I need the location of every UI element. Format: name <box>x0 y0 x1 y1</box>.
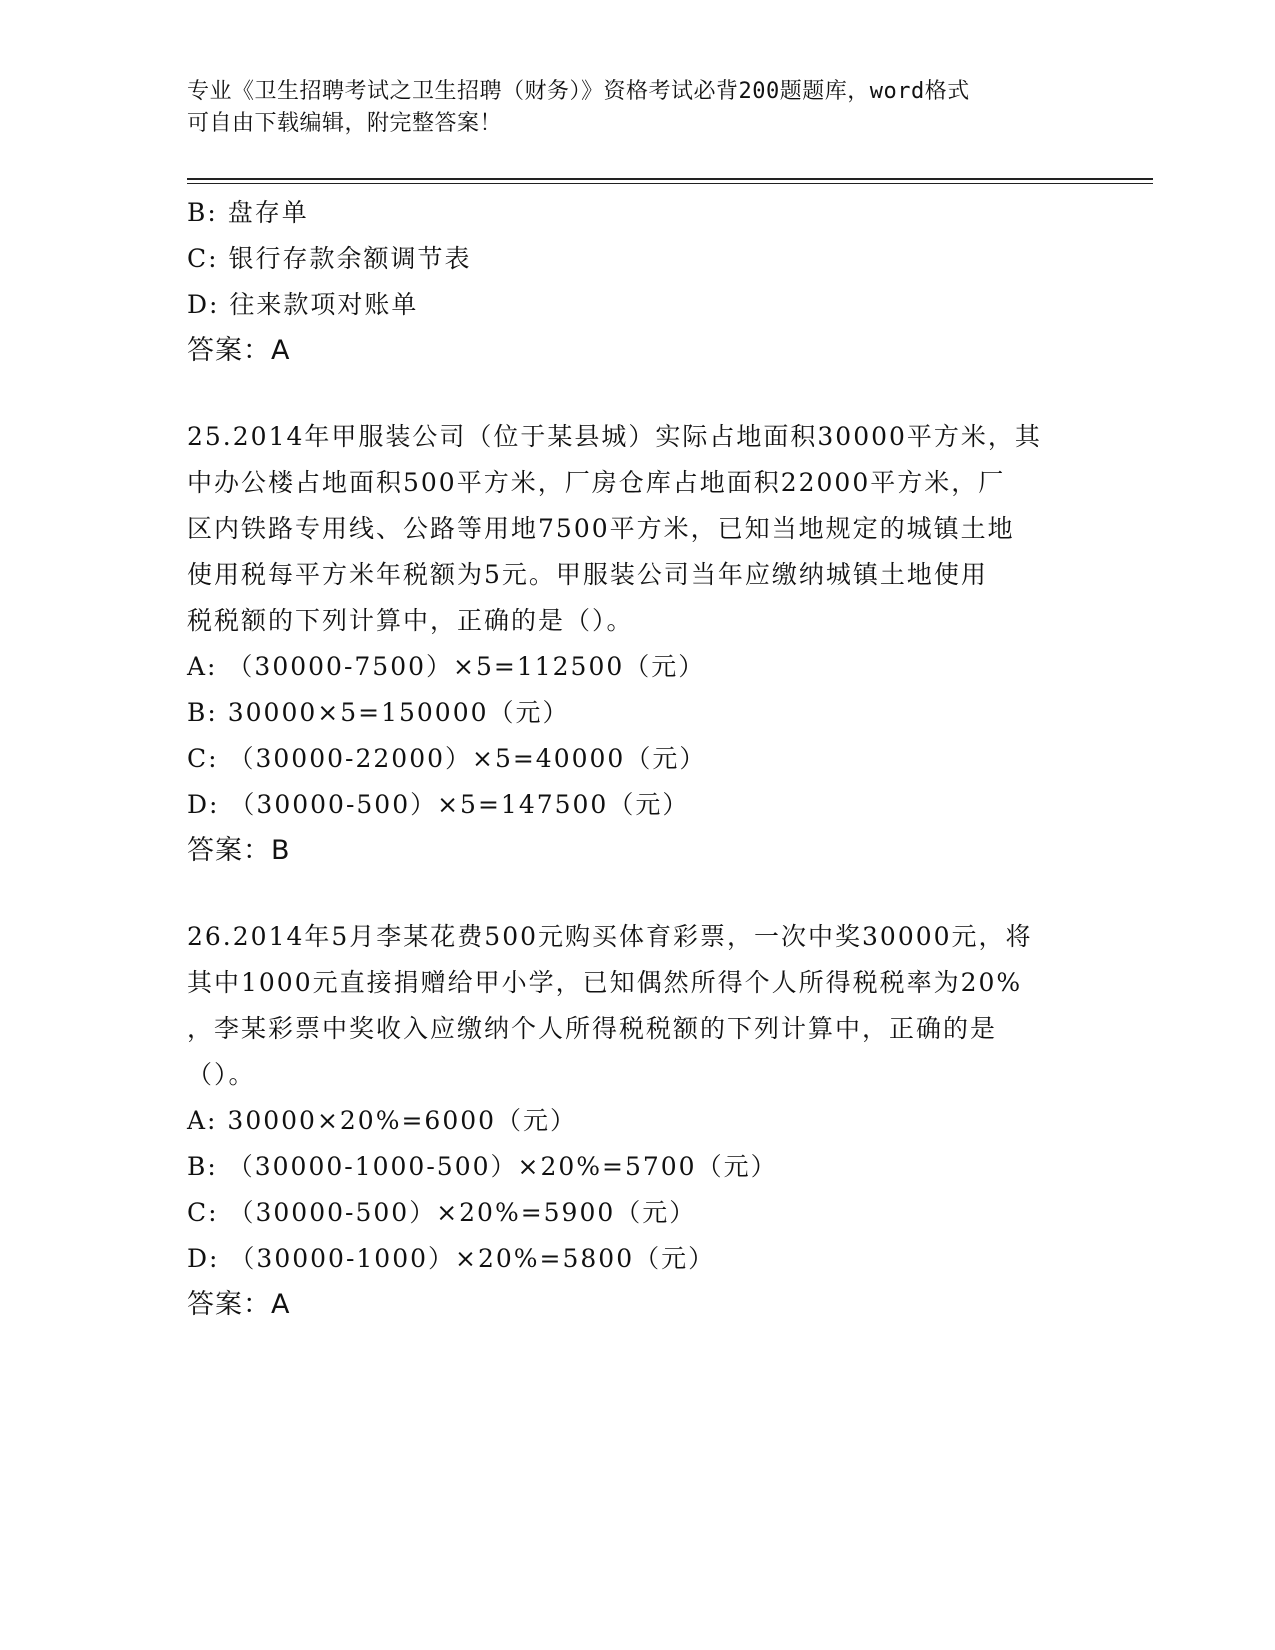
option-c: C: （30000-500）×20%=5900（元） <box>187 1198 697 1227</box>
option-b: B: 30000×5=150000（元） <box>187 698 570 727</box>
spacer <box>187 374 1087 414</box>
header-divider-thick <box>187 178 1153 180</box>
answer-line: 答案：A <box>187 1289 291 1320</box>
header-divider-thin <box>187 183 1153 184</box>
question-26 <box>187 914 1087 1328</box>
option-b: B: （30000-1000-500）×20%=5700（元） <box>187 1152 778 1181</box>
answer-line: 答案：A <box>187 335 291 366</box>
option-d: D: （30000-500）×5=147500（元） <box>187 790 690 819</box>
question-stem-line: 25.2014年甲服装公司（位于某县城）实际占地面积30000平方米，其 <box>187 422 1042 451</box>
option-c: C: （30000-22000）×5=40000（元） <box>187 744 707 773</box>
document-header <box>187 76 1087 140</box>
question-stem-line: （）。 <box>187 1060 256 1089</box>
option-a: A: （30000-7500）×5=112500（元） <box>187 652 706 681</box>
question-stem-line: ，李某彩票中奖收入应缴纳个人所得税税额的下列计算中，正确的是 <box>187 1014 998 1043</box>
question-stem-line: 中办公楼占地面积500平方米，厂房仓库占地面积22000平方米，厂 <box>187 468 1006 497</box>
option-c: C: 银行存款余额调节表 <box>187 244 472 273</box>
option-b: B: 盘存单 <box>187 198 309 227</box>
question-stem-line: 区内铁路专用线、公路等用地7500平方米，已知当地规定的城镇土地 <box>187 514 1015 543</box>
question-stem-line: 26.2014年5月李某花费500元购买体育彩票，一次中奖30000元，将 <box>187 922 1033 951</box>
question-stem-line: 其中1000元直接捐赠给甲小学，已知偶然所得个人所得税税率为20% <box>187 968 1023 997</box>
option-a: A: 30000×20%=6000（元） <box>187 1106 578 1135</box>
question-stem-line: 使用税每平方米年税额为5元。甲服装公司当年应缴纳城镇土地使用 <box>187 560 988 589</box>
document-body <box>187 190 1087 1328</box>
spacer <box>187 874 1087 914</box>
question-25 <box>187 414 1087 874</box>
question-stem-line: 税税额的下列计算中，正确的是（）。 <box>187 606 634 635</box>
header-title-line-1: 专业《卫生招聘考试之卫生招聘（财务）》资格考试必背200题题库，word格式 <box>187 79 970 104</box>
option-d: D: 往来款项对账单 <box>187 290 419 319</box>
answer-line: 答案：B <box>187 835 291 866</box>
question-24-tail <box>187 190 1087 374</box>
option-d: D: （30000-1000）×20%=5800（元） <box>187 1244 716 1273</box>
header-title-line-2: 可自由下载编辑，附完整答案！ <box>187 111 503 136</box>
